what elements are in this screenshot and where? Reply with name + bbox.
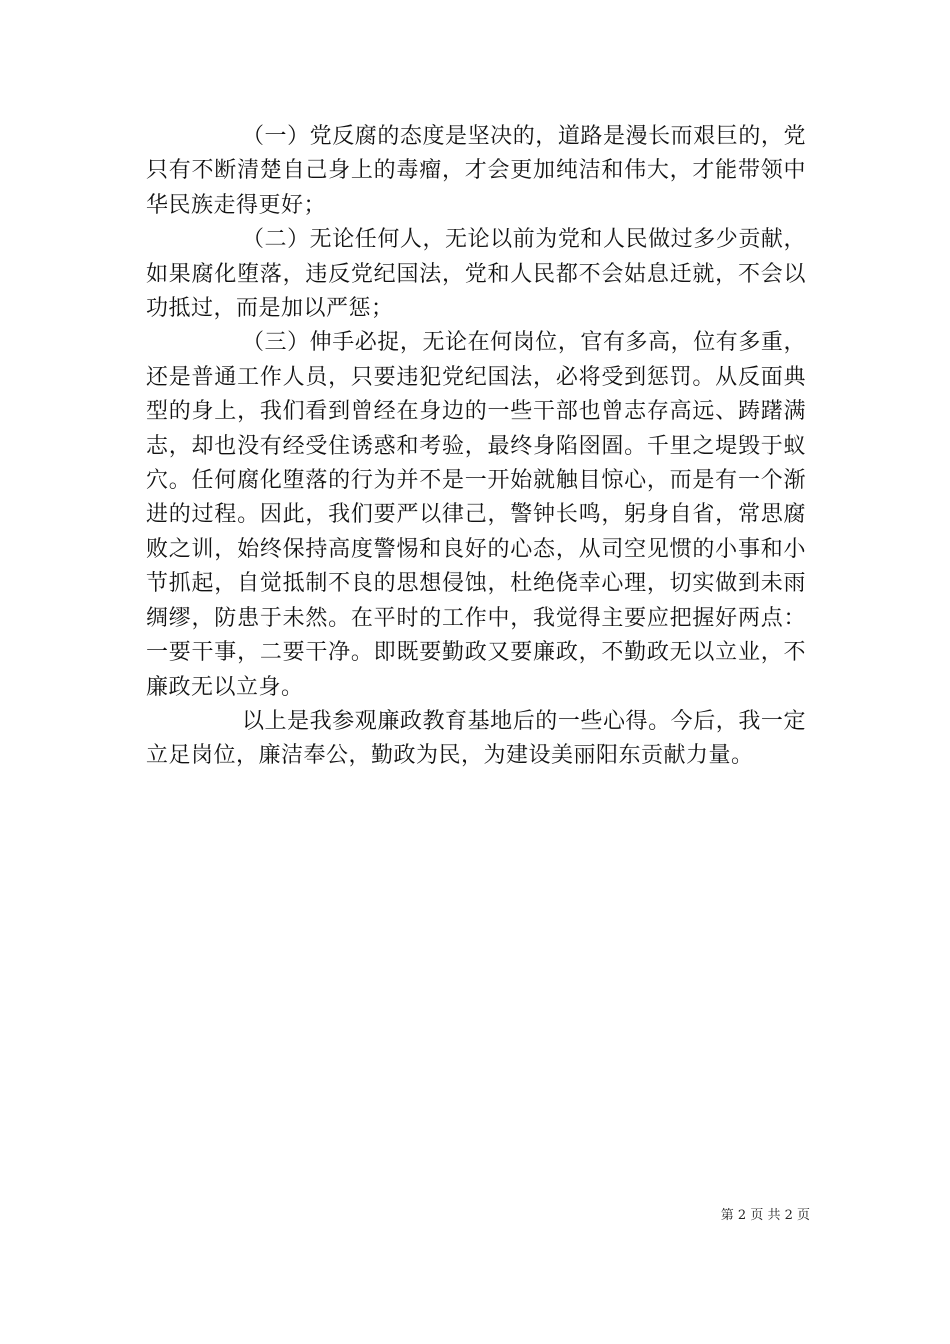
page-number-footer: 第 2 页 共 2 页: [720, 1208, 810, 1223]
paragraph-conclusion: 以上是我参观廉政教育基地后的一些心得。今后，我一定立足岗位，廉洁奉公，勤政为民，为建设美丽阳东贡献力量。: [146, 708, 806, 769]
paragraph-point-three: （三）伸手必捉，无论在何岗位，官有多高，位有多重，还是普通工作人员，只要违犯党纪国法，必将受到惩罚。从反面典型的身上，我们看到曾经在身边的一些干部也曾志存高远、踌躇满志，却也没有经受住诱惑和考验，最终身陷囹圄。千里之堤毁于蚁穴。任何腐化堕落的行为并不是一开始就触目惊心，而是有一个渐进的过程。因此，我们要严以律己，警钟长鸣，躬身自省，常思腐败之训，始终保持高度警惕和良好的心态，从司空见惯的小事和小节抓起，自觉抵制不良的思想侵蚀，杜绝侥幸心理，切实做到未雨绸缪，防患于未然。在平时的工作中，我觉得主要应把握好两点：一要干事，二要干净。即既要勤政又要廉政，不勤政无以立业，不廉政无以立身。: [146, 330, 806, 700]
document-body: [146, 120, 806, 774]
paragraph-point-two: （二）无论任何人，无论以前为党和人民做过多少贡献，如果腐化堕落，违反党纪国法，党和人民都不会姑息迁就，不会以功抵过，而是加以严惩；: [146, 227, 806, 322]
paragraph-point-one: （一）党反腐的态度是坚决的，道路是漫长而艰巨的，党只有不断清楚自己身上的毒瘤，才会更加纯洁和伟大，才能带领中华民族走得更好；: [146, 124, 806, 218]
